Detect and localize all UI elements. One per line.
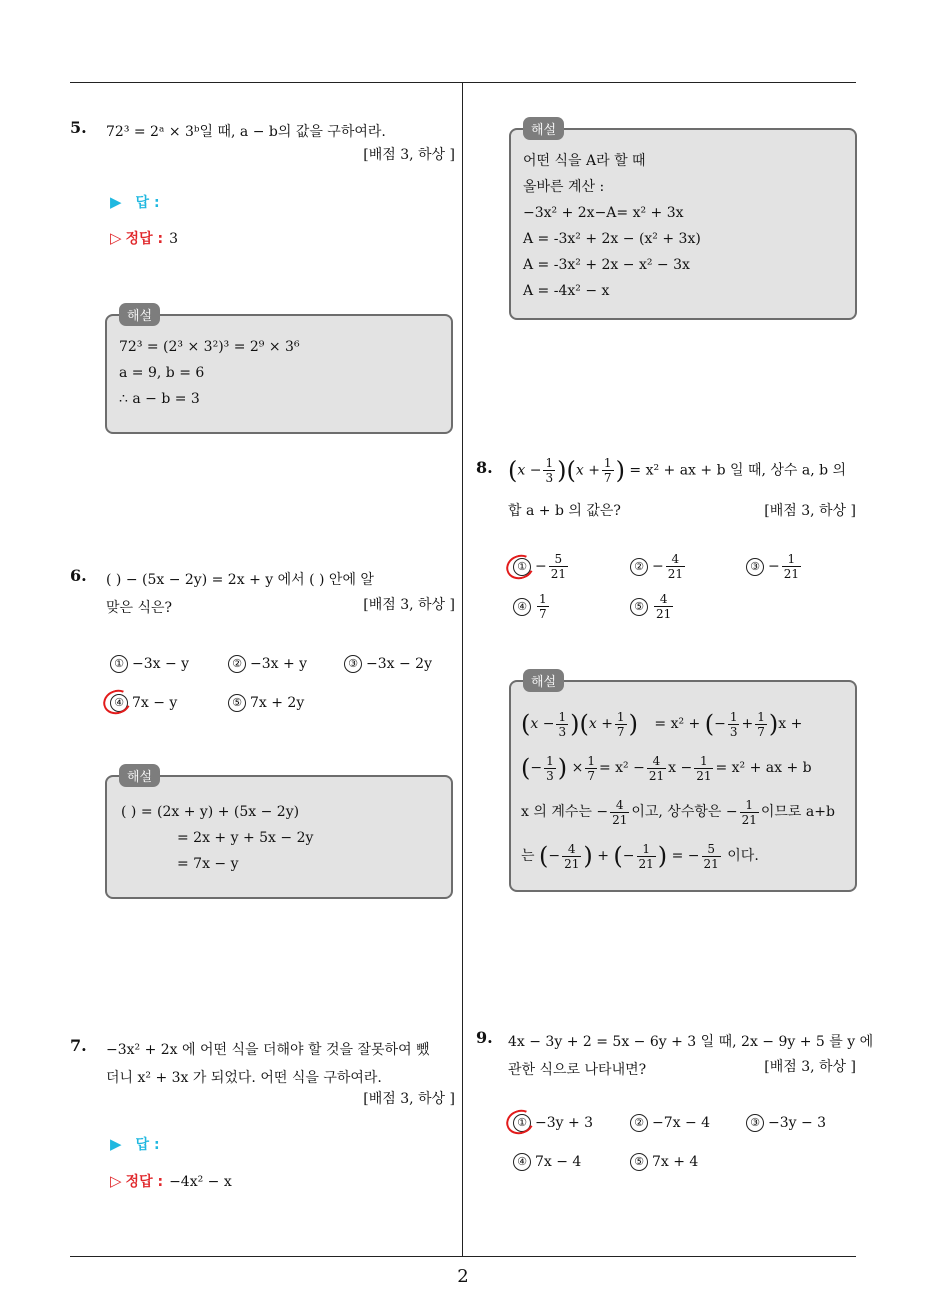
solution-tag: 해설 — [119, 303, 160, 326]
bottom-rule — [70, 1256, 856, 1257]
question-number: 8. — [476, 458, 493, 477]
answer-label: 답 : — [135, 1137, 160, 1153]
question-7 — [70, 1036, 455, 1116]
solution-body: (x − $\frac{1}{3}$ )(x + $\frac{1}{7}$ ) = x² + (− $\frac{1}{3}$ + $\frac{1}{7}$ )x + (− $\frac{1}{3}$ ) × $\frac{1}{7}$ = x² − $\frac{4}{21}$ x − $\frac{1}{21}$ = x² + ax + b x 의 계수는 − $\frac{4}{21}$ 이고, 상수항은 − $\frac{1}{21}$ 이므로 a+b 는 (− $\frac{4}{21}$ ) + (− $\frac{1}{21}$ ) = − $\frac{5}{21}$ 이다. — [521, 709, 835, 871]
choice-4[interactable]: ④ $\frac{1}{7}$ — [513, 592, 551, 621]
choice-2[interactable]: ② −3x + y — [228, 655, 307, 673]
choice-2[interactable]: ② − $\frac{4}{21}$ — [630, 552, 687, 581]
solution-tag: 해설 — [523, 117, 564, 140]
question-equation: (x − $\frac{1}{3}$ )(x + $\frac{1}{7}$ ) = x² + ax + b 일 때, 상수 a, b 의 — [508, 456, 847, 485]
solution-box — [105, 309, 453, 434]
correct-choice-mark — [100, 686, 135, 718]
solution-box — [509, 675, 857, 892]
choice-1[interactable]: ① −3x − y — [110, 655, 189, 673]
question-number: 7. — [70, 1036, 87, 1055]
correct-label: 정답 : — [125, 1174, 164, 1190]
solution-body: ( ) = (2x + y) + (5x − 2y) = 2x + y + 5x − 2y = 7x − y — [121, 804, 314, 872]
solution-tag: 해설 — [119, 764, 160, 787]
question-8 — [476, 456, 856, 526]
score-meta: [배점 3, 하상 ] — [764, 503, 856, 519]
question-9 — [476, 1028, 874, 1088]
solution-body: 어떤 식을 A라 할 때 올바른 계산 : −3x² + 2x−A= x² + 3x A = -3x² + 2x − (x² + 3x) A = -3x² + 2x − x² − 3x A = -4x² − x — [523, 153, 701, 299]
outline-arrow-icon: ▷ — [110, 229, 122, 247]
question-number: 9. — [476, 1028, 493, 1047]
solution-tag: 해설 — [523, 669, 564, 692]
correct-answer-row — [110, 228, 178, 248]
solution-body: 72³ = (2³ × 3²)³ = 2⁹ × 3⁶ a = 9, b = 6 ∴ a − b = 3 — [119, 339, 300, 407]
choice-3[interactable]: ③ −3y − 3 — [746, 1114, 826, 1132]
question-text: −3x² + 2x 에 어떤 식을 더해야 할 것을 잘못하여 뺐 더니 x² + 3x 가 되었다. 어떤 식을 구하여라. — [106, 1042, 430, 1086]
choice-5[interactable]: ⑤ 7x + 2y — [228, 694, 304, 712]
choice-3[interactable]: ③ − $\frac{1}{21}$ — [746, 552, 803, 581]
correct-value: −4x² − x — [169, 1174, 232, 1190]
question-5 — [70, 118, 455, 163]
solution-box — [105, 770, 453, 899]
solution-box — [509, 123, 857, 320]
choice-3[interactable]: ③ −3x − 2y — [344, 655, 432, 673]
play-arrow-icon: ▶ — [110, 1135, 122, 1153]
score-meta: [배점 3, 하상 ] — [363, 1091, 455, 1107]
correct-answer-row — [110, 1171, 232, 1191]
choice-1[interactable]: ① − $\frac{5}{21}$ — [513, 552, 570, 581]
answer-row — [110, 1134, 160, 1154]
outline-arrow-icon: ▷ — [110, 1172, 122, 1190]
question-text-line2: 합 a + b 의 값은? — [508, 503, 621, 519]
question-text: 72³ = 2ᵃ × 3ᵇ일 때, a − b의 값을 구하여라. — [106, 124, 386, 140]
score-meta: [배점 3, 하상 ] — [363, 147, 455, 163]
question-6 — [70, 566, 455, 626]
score-meta: [배점 3, 하상 ] — [363, 597, 455, 613]
score-meta: [배점 3, 하상 ] — [764, 1059, 856, 1075]
question-number: 6. — [70, 566, 87, 585]
choice-2[interactable]: ② −7x − 4 — [630, 1114, 710, 1132]
choice-4[interactable]: ④ 7x − 4 — [513, 1153, 581, 1171]
question-text: ( ) − (5x − 2y) = 2x + y 에서 ( ) 안에 알 맞은 식은? — [106, 572, 374, 616]
choice-1[interactable]: ① −3y + 3 — [513, 1114, 593, 1132]
answer-label: 답 : — [135, 195, 160, 211]
top-rule — [70, 82, 856, 83]
choice-5[interactable]: ⑤ $\frac{4}{21}$ — [630, 592, 675, 621]
choice-5[interactable]: ⑤ 7x + 4 — [630, 1153, 698, 1171]
choice-4[interactable]: ④ 7x − y — [110, 694, 177, 712]
question-number: 5. — [70, 118, 87, 137]
page-number: 2 — [457, 1266, 469, 1287]
play-arrow-icon: ▶ — [110, 193, 122, 211]
question-text: 4x − 3y + 2 = 5x − 6y + 3 일 때, 2x − 9y + 5 를 y 에 관한 식으로 나타내면? — [508, 1034, 874, 1078]
answer-row — [110, 192, 160, 212]
correct-choice-mark — [503, 1106, 538, 1138]
correct-value: 3 — [169, 231, 178, 247]
column-divider — [462, 82, 463, 1256]
correct-label: 정답 : — [125, 231, 164, 247]
